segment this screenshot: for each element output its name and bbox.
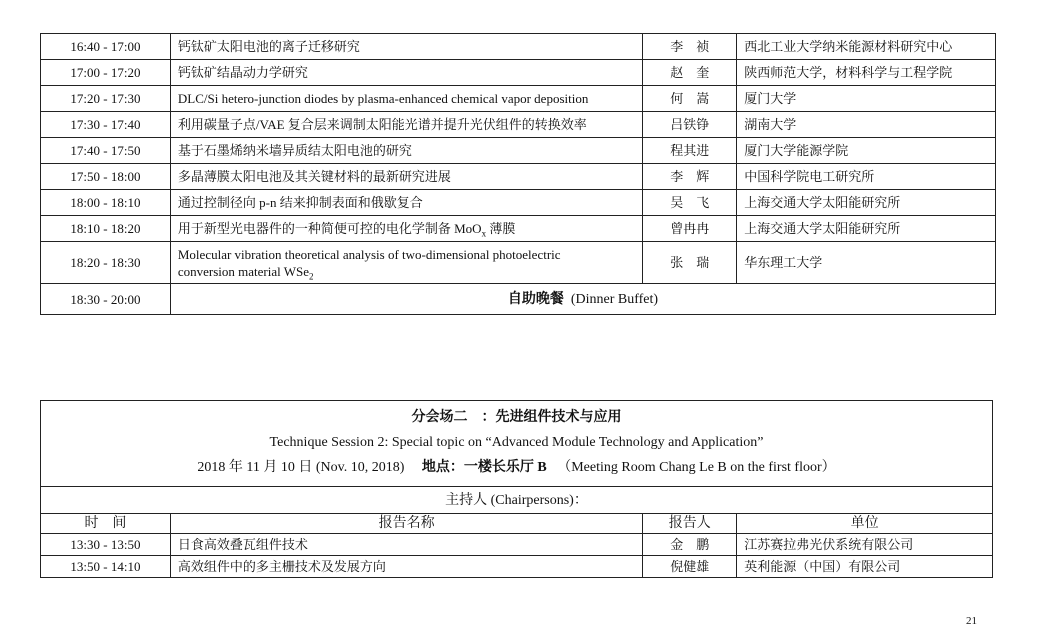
affiliation-cell: 湖南大学	[737, 112, 996, 138]
title-text: 用于新型光电器件的一种简便可控的电化学制备 MoO	[177, 221, 482, 236]
time-cell: 17:20 - 17:30	[41, 86, 171, 112]
title-cell	[170, 242, 642, 284]
subscript-2: 2	[309, 271, 314, 282]
affiliation-cell: 江苏赛拉弗光伏系统有限公司	[737, 534, 993, 556]
table-row	[41, 164, 996, 190]
session-venue-en: （Meeting Room Chang Le B on the first floor）	[557, 460, 836, 475]
speaker-cell: 何 嵩	[643, 86, 737, 112]
speaker-cell: 张 瑞	[643, 242, 737, 284]
title-tail: 薄膜	[486, 221, 516, 236]
affiliation-cell: 西北工业大学纳米能源材料研究中心	[737, 34, 996, 60]
time-cell: 17:30 - 17:40	[41, 112, 171, 138]
affiliation-cell: 华东理工大学	[737, 242, 996, 284]
session-venue: 地点：一楼长乐厅 B	[421, 460, 547, 475]
table-row	[41, 190, 996, 216]
affiliation-cell: 中国科学院电工研究所	[737, 164, 996, 190]
dinner-cn: 自助晚餐	[507, 291, 564, 307]
header-affiliation: 单位	[737, 514, 993, 534]
affiliation-cell: 上海交通大学太阳能研究所	[737, 216, 996, 242]
title-cell: 利用碳量子点/VAE 复合层来调制太阳能光谱并提升光伏组件的转换效率	[170, 112, 642, 138]
table-row	[41, 242, 996, 284]
title-cell: 高效组件中的多主栅技术及发展方向	[170, 556, 642, 578]
dinner-en: (Dinner Buffet)	[570, 291, 659, 307]
affiliation-cell: 上海交通大学太阳能研究所	[737, 190, 996, 216]
speaker-cell: 倪健雄	[643, 556, 737, 578]
session-header	[41, 401, 993, 487]
session-subtitle: Technique Session 2: Special topic on “Advanced Module Technology and Application”	[269, 435, 764, 450]
table-row	[41, 216, 996, 242]
affiliation-cell: 英利能源（中国）有限公司	[737, 556, 993, 578]
time-cell: 18:00 - 18:10	[41, 190, 171, 216]
speaker-cell: 金 鹏	[643, 534, 737, 556]
affiliation-cell: 厦门大学	[737, 86, 996, 112]
title-cell: 钙钛矿太阳电池的离子迁移研究	[170, 34, 642, 60]
table-row	[41, 86, 996, 112]
column-header-row	[41, 514, 993, 534]
session2-table	[40, 400, 993, 578]
title-cell: 日食高效叠瓦组件技术	[170, 534, 642, 556]
title-line-1: Molecular vibration theoretical analysis of two-dimensional photoelectric	[177, 246, 561, 262]
table-row	[41, 534, 993, 556]
header-speaker: 报告人	[643, 514, 737, 534]
session-header-row	[41, 401, 993, 487]
dinner-cell	[170, 284, 995, 315]
dinner-row	[41, 284, 996, 315]
speaker-cell: 吴 飞	[643, 190, 737, 216]
speaker-cell: 程其进	[643, 138, 737, 164]
speaker-cell: 李 祯	[643, 34, 737, 60]
title-cell: 基于石墨烯纳米墙异质结太阳电池的研究	[170, 138, 642, 164]
table-row	[41, 34, 996, 60]
title-cell: 钙钛矿结晶动力学研究	[170, 60, 642, 86]
time-cell: 18:10 - 18:20	[41, 216, 171, 242]
schedule-table	[40, 33, 996, 315]
title-cell: 通过控制径向 p-n 结来抑制表面和俄歇复合	[170, 190, 642, 216]
subscript-x: x	[481, 228, 487, 239]
time-cell: 17:40 - 17:50	[41, 138, 171, 164]
affiliation-cell: 陕西师范大学，材料科学与工程学院	[737, 60, 996, 86]
speaker-cell: 曾冉冉	[643, 216, 737, 242]
title-line-2: conversion material WSe	[177, 263, 310, 279]
affiliation-cell: 厦门大学能源学院	[737, 138, 996, 164]
time-cell: 17:50 - 18:00	[41, 164, 171, 190]
title-cell: DLC/Si hetero-junction diodes by plasma-enhanced chemical vapor deposition	[170, 86, 642, 112]
speaker-cell: 李 辉	[643, 164, 737, 190]
time-cell: 18:30 - 20:00	[41, 284, 171, 315]
time-cell: 16:40 - 17:00	[41, 34, 171, 60]
page-number: 21	[966, 615, 977, 627]
chair-row	[41, 487, 993, 514]
time-cell: 18:20 - 18:30	[41, 242, 171, 284]
session-date: 2018 年 11 月 10 日 (Nov. 10, 2018)	[197, 460, 405, 475]
table-row	[41, 60, 996, 86]
table-row	[41, 556, 993, 578]
time-cell: 13:30 - 13:50	[41, 534, 171, 556]
title-cell	[170, 216, 642, 242]
chairpersons: 主持人 (Chairpersons)：	[41, 487, 993, 514]
session-title: 分会场二 ：先进组件技术与应用	[411, 410, 622, 425]
title-cell: 多晶薄膜太阳电池及其关键材料的最新研究进展	[170, 164, 642, 190]
speaker-cell: 吕铁铮	[643, 112, 737, 138]
time-cell: 13:50 - 14:10	[41, 556, 171, 578]
speaker-cell: 赵 奎	[643, 60, 737, 86]
header-title: 报告名称	[170, 514, 642, 534]
header-time: 时 间	[41, 514, 171, 534]
table-row	[41, 112, 996, 138]
time-cell: 17:00 - 17:20	[41, 60, 171, 86]
table-row	[41, 138, 996, 164]
